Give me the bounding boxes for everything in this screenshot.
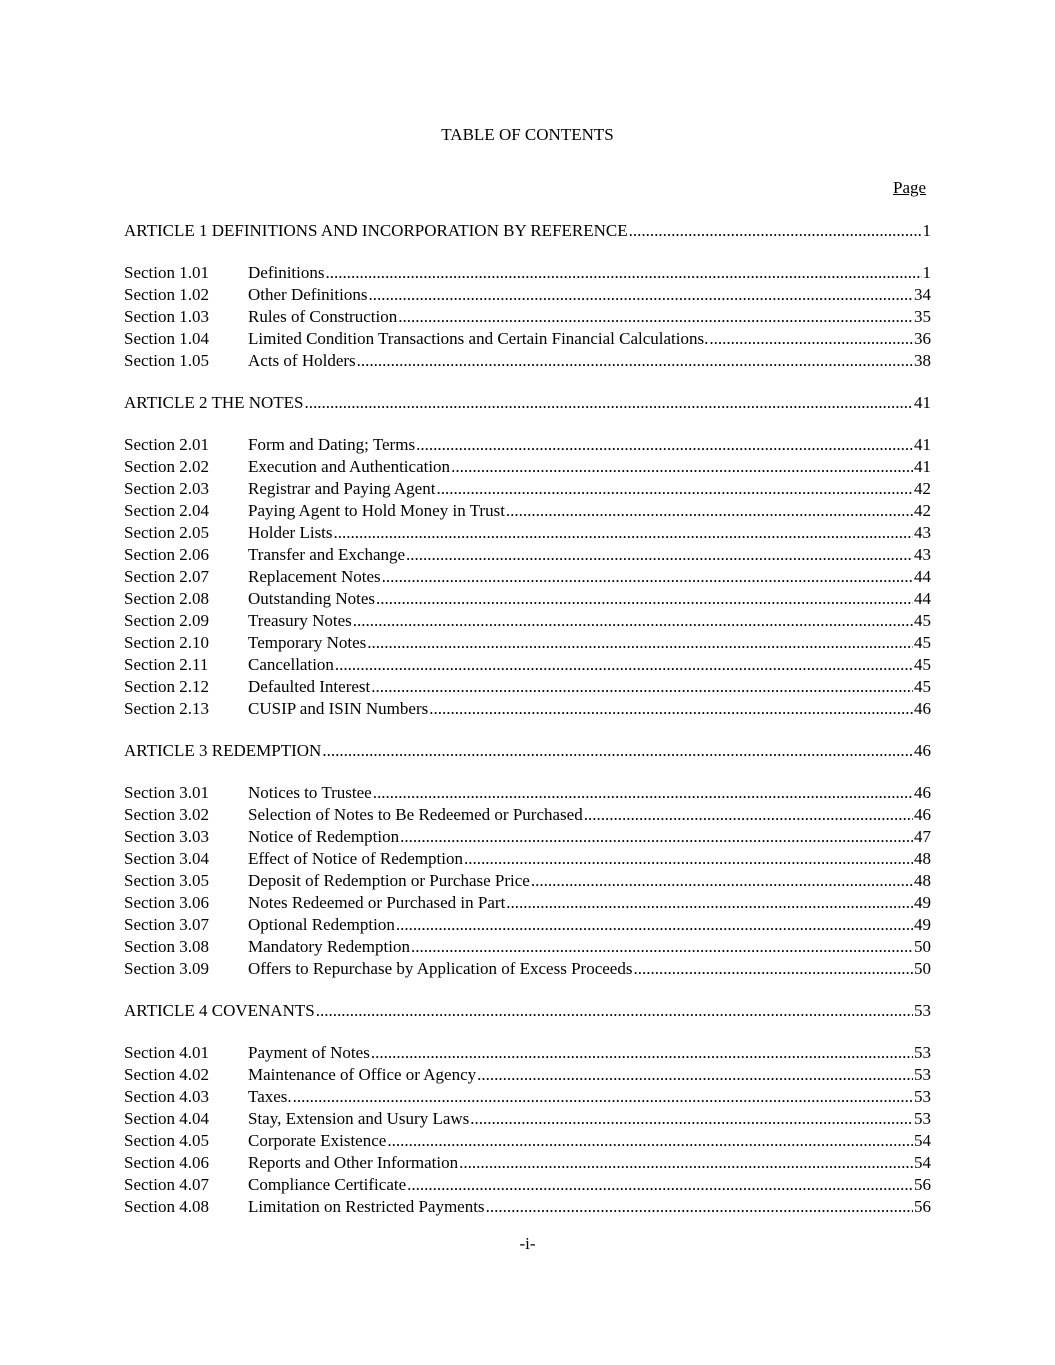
section-page-number: 34 — [914, 285, 931, 304]
section-number: Section 3.09 — [124, 959, 209, 978]
section-title: Maintenance of Office or Agency — [248, 1065, 477, 1084]
toc-section-entry[interactable] — [124, 1174, 931, 1196]
section-page-number: 50 — [914, 937, 931, 956]
section-number: Section 4.04 — [124, 1109, 209, 1128]
section-page-number: 46 — [914, 783, 931, 802]
toc-article-entry[interactable] — [124, 1000, 931, 1022]
section-page-number: 53 — [914, 1065, 931, 1084]
section-number: Section 2.01 — [124, 435, 209, 454]
section-page-number: 38 — [914, 351, 931, 370]
toc-list — [124, 220, 931, 1218]
section-page-number: 53 — [914, 1043, 931, 1062]
toc-section-entry[interactable] — [124, 328, 931, 350]
section-title: Mandatory Redemption — [248, 937, 410, 956]
toc-section-entry[interactable] — [124, 306, 931, 328]
section-number: Section 1.02 — [124, 285, 209, 304]
toc-section-entry[interactable] — [124, 544, 931, 566]
section-page-number: 43 — [914, 523, 931, 542]
section-number: Section 3.05 — [124, 871, 209, 890]
section-number: Section 2.12 — [124, 677, 209, 696]
section-title: Notice of Redemption — [248, 827, 400, 846]
section-page-number: 46 — [914, 805, 931, 824]
section-page-number: 44 — [914, 589, 931, 608]
section-title: Deposit of Redemption or Purchase Price — [248, 871, 530, 890]
section-number: Section 3.03 — [124, 827, 209, 846]
section-number: Section 4.02 — [124, 1065, 209, 1084]
section-number: Section 2.04 — [124, 501, 209, 520]
section-page-number: 41 — [914, 435, 931, 454]
toc-section-entry[interactable] — [124, 588, 931, 610]
section-number: Section 2.03 — [124, 479, 209, 498]
dot-leader — [371, 676, 913, 698]
section-number: Section 1.05 — [124, 351, 209, 370]
section-title: Payment of Notes — [248, 1043, 370, 1062]
toc-article-entry[interactable] — [124, 740, 931, 762]
toc-section-entry[interactable] — [124, 262, 931, 284]
dot-leader — [629, 220, 922, 242]
toc-section-entry[interactable] — [124, 610, 931, 632]
section-number: Section 2.13 — [124, 699, 209, 718]
dot-leader — [429, 698, 913, 720]
page-footer-number: -i- — [519, 1234, 536, 1253]
dot-leader — [357, 350, 913, 372]
section-number: Section 4.06 — [124, 1153, 209, 1172]
section-title: Execution and Authentication — [248, 457, 451, 476]
toc-section-entry[interactable] — [124, 434, 931, 456]
section-title: Effect of Notice of Redemption — [248, 849, 463, 868]
dot-leader — [486, 1196, 913, 1218]
section-number: Section 2.06 — [124, 545, 209, 564]
toc-section-entry[interactable] — [124, 1108, 931, 1130]
section-page-number: 56 — [914, 1197, 931, 1216]
section-title: Other Definitions — [248, 285, 368, 304]
section-title: Treasury Notes — [248, 611, 352, 630]
section-title: Notes Redeemed or Purchased in Part — [248, 893, 506, 912]
toc-section-entry[interactable] — [124, 804, 931, 826]
dot-leader — [367, 632, 913, 654]
dot-leader — [477, 1064, 913, 1086]
dot-leader — [451, 456, 913, 478]
section-title: Temporary Notes — [248, 633, 367, 652]
section-title: Corporate Existence — [248, 1131, 387, 1150]
dot-leader — [436, 478, 913, 500]
section-page-number: 49 — [914, 915, 931, 934]
section-title: Offers to Repurchase by Application of Excess Proceeds — [248, 959, 633, 978]
section-number: Section 2.10 — [124, 633, 209, 652]
dot-leader — [305, 392, 913, 414]
section-page-number: 50 — [914, 959, 931, 978]
section-page-number: 47 — [914, 827, 931, 846]
dot-leader — [322, 740, 913, 762]
dot-leader — [709, 328, 913, 350]
toc-section-entry[interactable] — [124, 782, 931, 804]
dot-leader — [400, 826, 913, 848]
section-page-number: 36 — [914, 329, 931, 348]
section-page-number: 53 — [914, 1109, 931, 1128]
section-title: Form and Dating; Terms — [248, 435, 416, 454]
section-number: Section 4.01 — [124, 1043, 209, 1062]
section-number: Section 1.01 — [124, 263, 209, 282]
section-title: CUSIP and ISIN Numbers — [248, 699, 429, 718]
section-number: Section 2.09 — [124, 611, 209, 630]
toc-section-entry[interactable] — [124, 698, 931, 720]
dot-leader — [406, 544, 913, 566]
dot-leader — [584, 804, 913, 826]
toc-article-entry[interactable] — [124, 392, 931, 414]
toc-section-entry[interactable] — [124, 632, 931, 654]
toc-section-entry[interactable] — [124, 478, 931, 500]
section-title: Selection of Notes to Be Redeemed or Purchased — [248, 805, 583, 824]
toc-section-entry[interactable] — [124, 456, 931, 478]
section-page-number: 41 — [914, 457, 931, 476]
section-number: Section 2.08 — [124, 589, 209, 608]
section-page-number: 46 — [914, 699, 931, 718]
section-title: Registrar and Paying Agent — [248, 479, 436, 498]
section-page-number: 43 — [914, 545, 931, 564]
section-page-number: 45 — [914, 655, 931, 674]
section-title: Reports and Other Information — [248, 1153, 459, 1172]
section-page-number: 1 — [922, 263, 931, 282]
section-number: Section 1.03 — [124, 307, 209, 326]
dot-leader — [506, 892, 913, 914]
section-number: Section 4.03 — [124, 1087, 209, 1106]
dot-leader — [506, 500, 913, 522]
section-page-number: 48 — [914, 871, 931, 890]
section-number: Section 3.06 — [124, 893, 209, 912]
section-number: Section 3.07 — [124, 915, 209, 934]
dot-leader — [387, 1130, 913, 1152]
dot-leader — [371, 1042, 913, 1064]
toc-section-entry[interactable] — [124, 350, 931, 372]
section-page-number: 35 — [914, 307, 931, 326]
section-title: Rules of Construction — [248, 307, 398, 326]
section-page-number: 45 — [914, 633, 931, 652]
toc-section-entry[interactable] — [124, 284, 931, 306]
toc-section-entry[interactable] — [124, 1086, 931, 1108]
dot-leader — [326, 262, 922, 284]
section-title: Defaulted Interest — [248, 677, 371, 696]
toc-article-entry[interactable] — [124, 220, 931, 242]
section-number: Section 4.07 — [124, 1175, 209, 1194]
section-title: Transfer and Exchange — [248, 545, 406, 564]
section-number: Section 1.04 — [124, 329, 209, 348]
toc-section-entry[interactable] — [124, 892, 931, 914]
toc-section-entry[interactable] — [124, 936, 931, 958]
section-page-number: 56 — [914, 1175, 931, 1194]
toc-section-entry[interactable] — [124, 1196, 931, 1218]
article-page-number: 1 — [922, 221, 931, 240]
dot-leader — [459, 1152, 913, 1174]
section-page-number: 45 — [914, 677, 931, 696]
section-title: Compliance Certificate — [248, 1175, 407, 1194]
dot-leader — [470, 1108, 913, 1130]
toc-section-entry[interactable] — [124, 522, 931, 544]
section-page-number: 54 — [914, 1153, 931, 1172]
section-number: Section 2.05 — [124, 523, 209, 542]
section-page-number: 53 — [914, 1087, 931, 1106]
section-number: Section 3.01 — [124, 783, 209, 802]
dot-leader — [293, 1086, 913, 1108]
dot-leader — [407, 1174, 913, 1196]
toc-section-entry[interactable] — [124, 676, 931, 698]
section-title: Acts of Holders — [248, 351, 356, 370]
article-label: ARTICLE 4 COVENANTS — [124, 1001, 315, 1020]
article-label: ARTICLE 2 THE NOTES — [124, 393, 304, 412]
section-page-number: 44 — [914, 567, 931, 586]
section-page-number: 42 — [914, 501, 931, 520]
toc-section-entry[interactable] — [124, 654, 931, 676]
toc-section-entry[interactable] — [124, 958, 931, 980]
section-title: Limitation on Restricted Payments — [248, 1197, 485, 1216]
toc-section-entry[interactable] — [124, 566, 931, 588]
section-title: Outstanding Notes — [248, 589, 376, 608]
section-number: Section 4.08 — [124, 1197, 209, 1216]
section-title: Optional Redemption — [248, 915, 395, 934]
section-title: Limited Condition Transactions and Certain Financial Calculations. — [248, 329, 709, 348]
dot-leader — [376, 588, 913, 610]
toc-section-entry[interactable] — [124, 914, 931, 936]
toc-section-entry[interactable] — [124, 870, 931, 892]
dot-leader — [398, 306, 913, 328]
dot-leader — [396, 914, 913, 936]
toc-section-entry[interactable] — [124, 500, 931, 522]
toc-title: TABLE OF CONTENTS — [441, 125, 614, 144]
dot-leader — [368, 284, 913, 306]
section-page-number: 49 — [914, 893, 931, 912]
section-title: Cancellation — [248, 655, 334, 674]
section-number: Section 3.02 — [124, 805, 209, 824]
toc-section-entry[interactable] — [124, 1064, 931, 1086]
dot-leader — [334, 522, 913, 544]
section-number: Section 2.02 — [124, 457, 209, 476]
section-title: Replacement Notes — [248, 567, 381, 586]
section-title: Stay, Extension and Usury Laws — [248, 1109, 470, 1128]
section-page-number: 45 — [914, 611, 931, 630]
toc-section-entry[interactable] — [124, 1152, 931, 1174]
section-page-number: 48 — [914, 849, 931, 868]
toc-section-entry[interactable] — [124, 826, 931, 848]
section-title: Holder Lists — [248, 523, 333, 542]
dot-leader — [531, 870, 913, 892]
section-page-number: 54 — [914, 1131, 931, 1150]
article-label: ARTICLE 3 REDEMPTION — [124, 741, 322, 760]
dot-leader — [353, 610, 913, 632]
section-number: Section 3.08 — [124, 937, 209, 956]
article-label: ARTICLE 1 DEFINITIONS AND INCORPORATION BY REFERENCE — [124, 221, 628, 240]
dot-leader — [633, 958, 913, 980]
dot-leader — [373, 782, 913, 804]
toc-section-entry[interactable] — [124, 1130, 931, 1152]
section-number: Section 2.11 — [124, 655, 209, 674]
dot-leader — [382, 566, 913, 588]
article-page-number: 53 — [914, 1001, 931, 1020]
dot-leader — [416, 434, 913, 456]
section-title: Paying Agent to Hold Money in Trust — [248, 501, 505, 520]
section-number: Section 3.04 — [124, 849, 209, 868]
dot-leader — [316, 1000, 913, 1022]
section-number: Section 4.05 — [124, 1131, 209, 1150]
section-title: Notices to Trustee — [248, 783, 372, 802]
dot-leader — [335, 654, 913, 676]
toc-section-entry[interactable] — [124, 848, 931, 870]
section-number: Section 2.07 — [124, 567, 209, 586]
article-page-number: 41 — [914, 393, 931, 412]
toc-section-entry[interactable] — [124, 1042, 931, 1064]
section-page-number: 42 — [914, 479, 931, 498]
section-title: Definitions — [248, 263, 325, 282]
article-page-number: 46 — [914, 741, 931, 760]
page-column-label: Page — [893, 178, 927, 197]
section-title: Taxes. — [248, 1087, 292, 1106]
dot-leader — [411, 936, 913, 958]
dot-leader — [464, 848, 913, 870]
